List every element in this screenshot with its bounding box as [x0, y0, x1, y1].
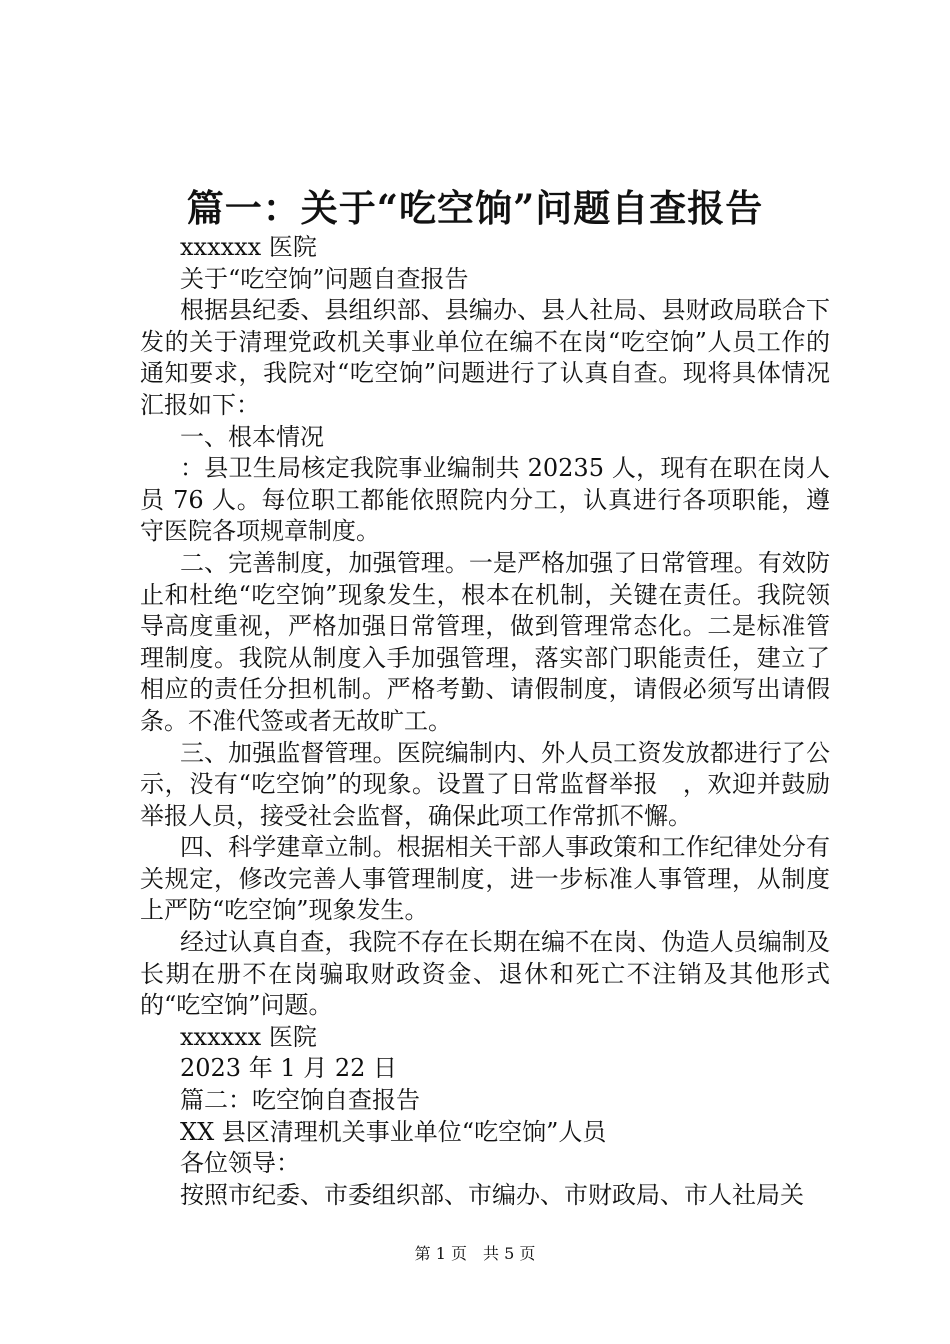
part-two-subject: XX 县区清理机关事业单位“吃空饷”人员 — [180, 1117, 607, 1146]
document-title: 篇一：关于“吃空饷”问题自查报告 — [186, 186, 764, 230]
basic-situation-paragraph: ：县卫生局核定我院事业编制共 20235 人，现有在职在岗人员 76 人。每位职工都能依照院内分工，认真进行各项职能，遵守医院各项规章制度。 — [140, 454, 830, 546]
section-heading-basic: 一、根本情况 — [180, 422, 324, 451]
page-footer: 第 1 页 共 5 页 — [414, 1244, 536, 1263]
part-two-opening: 按照市纪委、市委组织部、市编办、市财政局、市人社局关 — [180, 1180, 804, 1209]
regulation-paragraph: 四、科学建章立制。根据相关干部人事政策和工作纪律处分有关规定，修改完善人事管理制度，进一步标准人事管理，从制度上严防“吃空饷”现象发生。 — [140, 833, 830, 925]
signature-hospital: xxxxxx 医院 — [180, 1022, 317, 1051]
management-paragraph: 二、完善制度，加强管理。一是严格加强了日常管理。有效防止和杜绝“吃空饷”现象发生，根本在机制，关键在责任。我院领导高度重视，严格加强日常管理，做到管理常态化。二是标准管理制度。我院从制度入手加强管理，落实部门职能责任，建立了相应的责任分担机制。严格考勤、请假制度，请假必须写出请假条。不准代签或者无故旷工。 — [140, 548, 830, 735]
document-body — [140, 232, 830, 1211]
part-two-title: 篇二：吃空饷自查报告 — [180, 1086, 420, 1115]
hospital-name-line: xxxxxx 医院 — [180, 233, 317, 261]
report-subtitle: 关于“吃空饷”问题自查报告 — [180, 264, 469, 293]
supervision-paragraph: 三、加强监督管理。医院编制内、外人员工资发放都进行了公示，没有“吃空饷”的现象。设置了日常监督举报 ，欢迎并鼓励举报人员，接受社会监督，确保此项工作常抓不懈。 — [140, 738, 830, 830]
part-two-salutation: 各位领导： — [180, 1149, 300, 1178]
signature-date: 2023 年 1 月 22 日 — [180, 1054, 398, 1083]
conclusion-paragraph: 经过认真自查，我院不存在长期在编不在岗、伪造人员编制及长期在册不在岗骗取财政资金、退休和死亡不注销及其他形式的“吃空饷”问题。 — [140, 928, 830, 1020]
intro-paragraph: 根据县纪委、县组织部、县编办、县人社局、县财政局联合下发的关于清理党政机关事业单位在编不在岗“吃空饷”人员工作的通知要求，我院对“吃空饷”问题进行了认真自查。现将具体情况汇报如下： — [140, 296, 830, 419]
